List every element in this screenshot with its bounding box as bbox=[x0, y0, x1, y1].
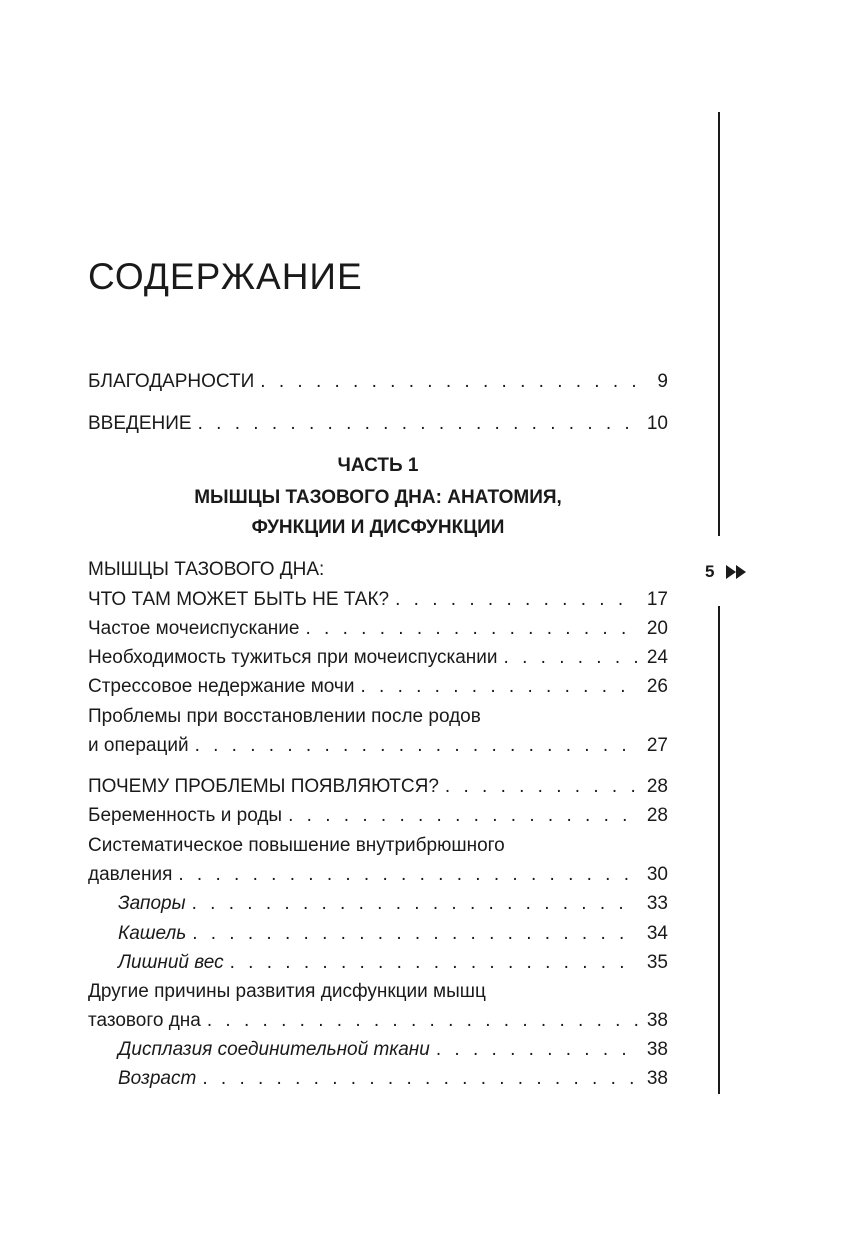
dot-leader bbox=[178, 862, 638, 888]
dot-leader bbox=[207, 1008, 638, 1034]
toc-page-number: 9 bbox=[657, 371, 668, 392]
toc-page-number: 38 bbox=[646, 1068, 668, 1089]
toc-entry-text: Беременность и роды bbox=[88, 805, 283, 826]
part-title-line2: ФУНКЦИИ И ДИСФУНКЦИИ bbox=[251, 517, 505, 538]
toc-entry-stress-incontinence[interactable] bbox=[88, 674, 668, 700]
toc-entry-text: Лишний вес bbox=[118, 952, 224, 973]
toc-subentry-age[interactable] bbox=[118, 1066, 668, 1092]
toc-entry-frequent-urination[interactable] bbox=[88, 616, 668, 642]
dot-leader bbox=[305, 616, 638, 642]
toc-heading-line1[interactable] bbox=[88, 557, 668, 583]
toc-entry-recovery-line1[interactable] bbox=[88, 704, 668, 730]
toc-entry-pressure[interactable] bbox=[88, 862, 668, 888]
toc-subentry-dysplasia[interactable] bbox=[118, 1037, 668, 1063]
toc-entry-pregnancy[interactable] bbox=[88, 803, 668, 829]
dot-leader bbox=[198, 411, 638, 437]
toc-entry-text: Возраст bbox=[118, 1068, 197, 1089]
part-title-line1: МЫШЦЫ ТАЗОВОГО ДНА: АНАТОМИЯ, bbox=[194, 487, 562, 508]
dot-leader bbox=[360, 674, 638, 700]
toc-entry-pelvic-floor-problems[interactable] bbox=[88, 587, 668, 613]
margin-rule-bottom bbox=[718, 606, 720, 1094]
dot-leader bbox=[192, 921, 638, 947]
toc-page-number: 33 bbox=[646, 893, 668, 914]
toc-entry-introduction[interactable] bbox=[88, 411, 668, 437]
toc-subentry-excess-weight[interactable] bbox=[118, 950, 668, 976]
toc-page-number: 30 bbox=[646, 864, 668, 885]
toc-entry-text: Стрессовое недержание мочи bbox=[88, 676, 355, 697]
toc-entry-pressure-line1[interactable] bbox=[88, 833, 668, 859]
toc-entry-text: БЛАГОДАРНОСТИ bbox=[88, 371, 255, 392]
toc-page-number: 38 bbox=[646, 1039, 668, 1060]
toc-subentry-constipation[interactable] bbox=[118, 891, 668, 917]
toc-page-number: 28 bbox=[646, 805, 668, 826]
toc-entry-text: Другие причины развития дисфункции мышц bbox=[88, 981, 486, 1002]
toc-page-number: 17 bbox=[646, 589, 668, 610]
toc-entry-text: Дисплазия соединительной ткани bbox=[118, 1039, 430, 1060]
toc-entry-text: ВВЕДЕНИЕ bbox=[88, 413, 192, 434]
dot-leader bbox=[445, 774, 638, 800]
toc-page-number: 27 bbox=[646, 735, 668, 756]
toc-entry-why-problems[interactable] bbox=[88, 774, 668, 800]
toc-entry-other-causes[interactable] bbox=[88, 1008, 668, 1034]
dot-leader bbox=[436, 1037, 638, 1063]
toc-entry-text: Кашель bbox=[118, 923, 187, 944]
dot-leader bbox=[288, 803, 638, 829]
margin-rule-top bbox=[718, 112, 720, 536]
toc-entry-text: ПОЧЕМУ ПРОБЛЕМЫ ПОЯВЛЯЮТСЯ? bbox=[88, 776, 439, 797]
dot-leader bbox=[192, 891, 638, 917]
double-arrow-right-icon bbox=[726, 565, 748, 579]
toc-entry-text: и операций bbox=[88, 735, 189, 756]
part-label: ЧАСТЬ 1 bbox=[337, 455, 419, 476]
toc-entry-recovery[interactable] bbox=[88, 733, 668, 759]
toc-entry-text: Проблемы при восстановлении после родов bbox=[88, 706, 481, 727]
toc-entry-text: ЧТО ТАМ МОЖЕТ БЫТЬ НЕ ТАК? bbox=[88, 589, 390, 610]
dot-leader bbox=[395, 587, 638, 613]
dot-leader bbox=[260, 369, 638, 395]
toc-entry-text: давления bbox=[88, 864, 173, 885]
page-number: 5 bbox=[705, 562, 715, 581]
toc-entry-text: тазового дна bbox=[88, 1010, 201, 1031]
toc-page-number: 38 bbox=[646, 1010, 668, 1031]
toc-page-number: 24 bbox=[646, 647, 668, 668]
dot-leader bbox=[195, 733, 638, 759]
dot-leader bbox=[504, 645, 638, 671]
toc-entry-text: Частое мочеиспускание bbox=[88, 618, 300, 639]
dot-leader bbox=[230, 950, 638, 976]
page-title: СОДЕРЖАНИЕ bbox=[88, 256, 363, 297]
toc-entry-text: Необходимость тужиться при мочеиспускании bbox=[88, 647, 498, 668]
toc-entry-straining[interactable] bbox=[88, 645, 668, 671]
dot-leader bbox=[202, 1066, 638, 1092]
toc-entry-acknowledgements[interactable] bbox=[88, 369, 668, 395]
toc-entry-text: Запоры bbox=[118, 893, 186, 914]
toc-page-number: 20 bbox=[646, 618, 668, 639]
toc-entry-text: МЫШЦЫ ТАЗОВОГО ДНА: bbox=[88, 559, 325, 580]
toc-page-number: 10 bbox=[646, 413, 668, 434]
toc-page-number: 28 bbox=[646, 776, 668, 797]
toc-subentry-cough[interactable] bbox=[118, 921, 668, 947]
toc-page-number: 34 bbox=[646, 923, 668, 944]
toc-entry-text: Систематическое повышение внутрибрюшного bbox=[88, 835, 505, 856]
toc-page-number: 35 bbox=[646, 952, 668, 973]
toc-page-number: 26 bbox=[646, 676, 668, 697]
toc-entry-other-causes-line1[interactable] bbox=[88, 979, 668, 1005]
